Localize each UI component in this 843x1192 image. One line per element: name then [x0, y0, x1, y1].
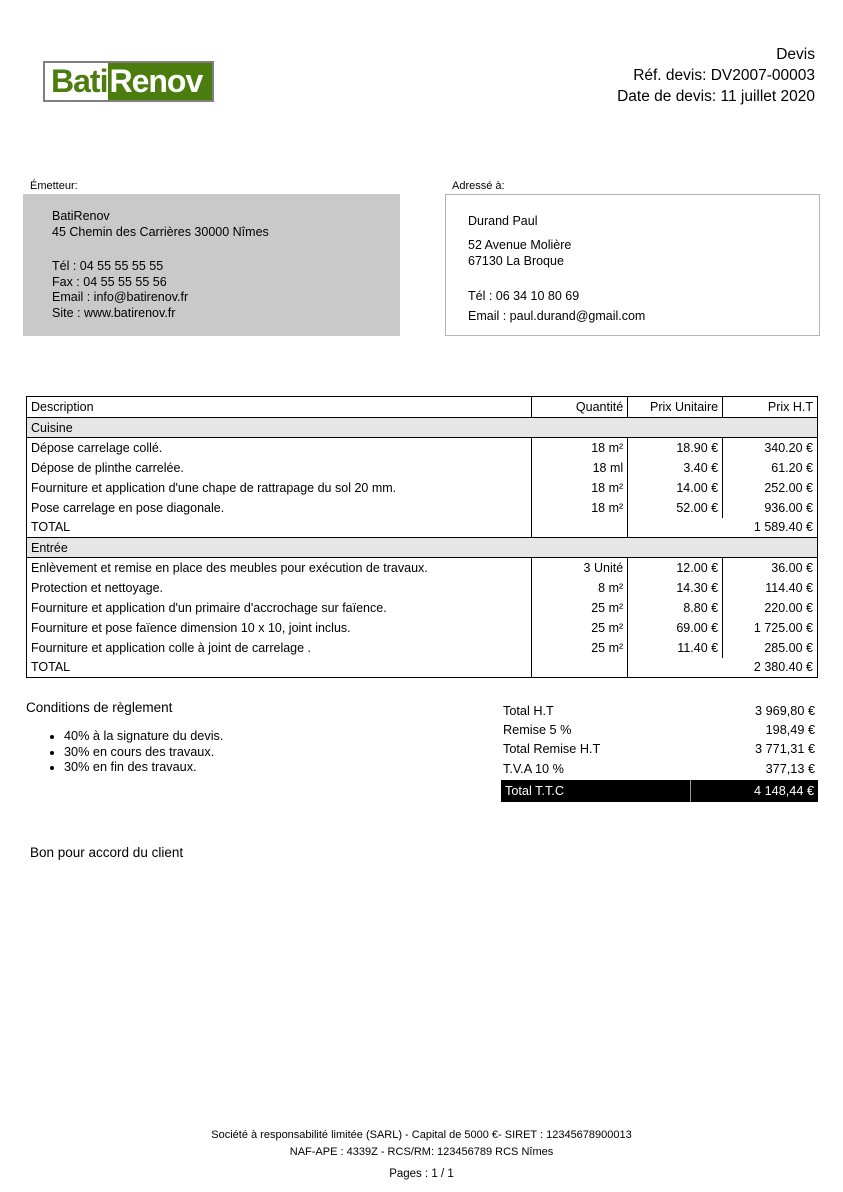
document-title: Devis	[776, 46, 815, 63]
item-quantity: 18 ml	[532, 458, 628, 478]
table-row	[27, 578, 818, 598]
total-line-label: Total H.T	[503, 703, 554, 718]
recipient-tel: Tél : 06 34 10 80 69	[468, 289, 580, 303]
item-price-ht: 340.20 €	[723, 438, 818, 458]
footer-page-number: Pages : 1 / 1	[389, 1168, 454, 1180]
table-row	[27, 438, 818, 458]
table-row	[27, 638, 818, 658]
item-price-ht: 252.00 €	[723, 478, 818, 498]
recipient-email: Email : paul.durand@gmail.com	[468, 309, 646, 323]
section-total-value: 1 589.40 €	[628, 518, 818, 538]
recipient-label: Adressé à:	[452, 180, 505, 192]
section-header-row	[27, 538, 818, 558]
document-header	[617, 44, 815, 107]
table-header-row	[27, 397, 818, 418]
sender-label: Émetteur:	[30, 180, 78, 192]
item-description: Dépose carrelage collé.	[27, 438, 532, 458]
item-unit-price: 69.00 €	[628, 618, 723, 638]
item-unit-price: 11.40 €	[628, 638, 723, 658]
item-price-ht: 936.00 €	[723, 498, 818, 518]
item-description: Fourniture et application colle à joint de carrelage .	[27, 638, 532, 658]
logo-text-bati: Bati	[45, 63, 108, 100]
line-items-table	[26, 396, 818, 678]
section-total-label: TOTAL	[27, 518, 532, 538]
footer-legal-line-1: Société à responsabilité limitée (SARL) - Capital de 5000 €- SIRET : 12345678900013	[211, 1129, 632, 1141]
sender-site: Site : www.batirenov.fr	[52, 305, 176, 320]
recipient-address-2: 67130 La Broque	[468, 254, 564, 268]
section-name: Entrée	[27, 538, 818, 558]
total-line-value: 3 969,80 €	[755, 703, 815, 718]
payment-conditions-list	[44, 729, 223, 776]
item-description: Protection et nettoyage.	[27, 578, 532, 598]
total-line	[501, 720, 818, 739]
column-header-description: Description	[27, 397, 532, 418]
item-price-ht: 61.20 €	[723, 458, 818, 478]
payment-term: • 30% en fin des travaux.	[64, 760, 223, 776]
item-unit-price: 18.90 €	[628, 438, 723, 458]
logo-text-renov: Renov	[108, 63, 212, 100]
item-description: Enlèvement et remise en place des meubles pour exécution de travaux.	[27, 558, 532, 578]
total-line	[501, 740, 818, 759]
section-total-value: 2 380.40 €	[628, 658, 818, 678]
item-unit-price: 3.40 €	[628, 458, 723, 478]
spacer	[468, 269, 819, 288]
sender-box	[23, 194, 400, 336]
spacer	[52, 240, 400, 259]
item-unit-price: 52.00 €	[628, 498, 723, 518]
item-quantity: 25 m²	[532, 618, 628, 638]
grand-total-bar	[501, 780, 818, 802]
item-quantity: 25 m²	[532, 598, 628, 618]
section-header-row	[27, 418, 818, 438]
total-line-label: T.V.A 10 %	[503, 761, 564, 776]
empty-cell	[532, 658, 628, 678]
item-quantity: 18 m²	[532, 498, 628, 518]
item-description: Dépose de plinthe carrelée.	[27, 458, 532, 478]
item-description: Fourniture et application d'une chape de rattrapage du sol 20 mm.	[27, 478, 532, 498]
recipient-address-1: 52 Avenue Molière	[468, 238, 572, 252]
table-row	[27, 618, 818, 638]
column-header-unit-price: Prix Unitaire	[628, 397, 723, 418]
sender-fax: Fax : 04 55 55 55 56	[52, 274, 167, 289]
recipient-name: Durand Paul	[468, 214, 538, 228]
sender-address: 45 Chemin des Carrières 30000 Nîmes	[52, 224, 269, 239]
item-quantity: 18 m²	[532, 438, 628, 458]
total-line-value: 377,13 €	[765, 761, 815, 776]
grand-total-label: Total T.T.C	[501, 780, 691, 802]
company-logo	[43, 61, 214, 102]
item-price-ht: 1 725.00 €	[723, 618, 818, 638]
total-line-label: Total Remise H.T	[503, 742, 601, 757]
item-description: Pose carrelage en pose diagonale.	[27, 498, 532, 518]
table-row	[27, 498, 818, 518]
grand-total-value: 4 148,44 €	[754, 784, 814, 799]
column-header-price-ht: Prix H.T	[723, 397, 818, 418]
item-price-ht: 114.40 €	[723, 578, 818, 598]
table-row	[27, 598, 818, 618]
sender-name: BatiRenov	[52, 209, 110, 223]
item-unit-price: 14.00 €	[628, 478, 723, 498]
section-total-label: TOTAL	[27, 658, 532, 678]
total-line	[501, 701, 818, 720]
item-quantity: 8 m²	[532, 578, 628, 598]
total-line-label: Remise 5 %	[503, 722, 572, 737]
column-header-quantity: Quantité	[532, 397, 628, 418]
item-price-ht: 285.00 €	[723, 638, 818, 658]
total-line	[501, 759, 818, 778]
payment-conditions-title: Conditions de règlement	[26, 700, 173, 715]
quote-date: Date de devis: 11 juillet 2020	[617, 88, 815, 105]
footer-legal	[0, 1127, 843, 1160]
empty-cell	[532, 518, 628, 538]
total-line-value: 3 771,31 €	[755, 742, 815, 757]
item-quantity: 18 m²	[532, 478, 628, 498]
payment-term: • 40% à la signature du devis.	[64, 729, 223, 745]
item-price-ht: 36.00 €	[723, 558, 818, 578]
sender-tel: Tél : 04 55 55 55 55	[52, 259, 164, 273]
item-quantity: 3 Unité	[532, 558, 628, 578]
recipient-box	[445, 194, 820, 336]
item-unit-price: 14.30 €	[628, 578, 723, 598]
table-row	[27, 478, 818, 498]
item-price-ht: 220.00 €	[723, 598, 818, 618]
item-description: Fourniture et pose faïence dimension 10 x 10, joint inclus.	[27, 618, 532, 638]
totals-summary	[501, 701, 818, 802]
section-name: Cuisine	[27, 418, 818, 438]
item-unit-price: 12.00 €	[628, 558, 723, 578]
total-line-value: 198,49 €	[765, 722, 815, 737]
sender-email: Email : info@batirenov.fr	[52, 290, 189, 304]
item-description: Fourniture et application d'un primaire d'accrochage sur faïence.	[27, 598, 532, 618]
client-approval-text: Bon pour accord du client	[30, 845, 184, 860]
item-unit-price: 8.80 €	[628, 598, 723, 618]
section-total-row	[27, 518, 818, 538]
quote-reference: Réf. devis: DV2007-00003	[633, 67, 815, 84]
table-row	[27, 558, 818, 578]
item-quantity: 25 m²	[532, 638, 628, 658]
payment-term: • 30% en cours des travaux.	[64, 745, 223, 761]
table-row	[27, 458, 818, 478]
section-total-row	[27, 658, 818, 678]
footer-legal-line-2: NAF-APE : 4339Z - RCS/RM: 123456789 RCS Nîmes	[289, 1145, 554, 1158]
